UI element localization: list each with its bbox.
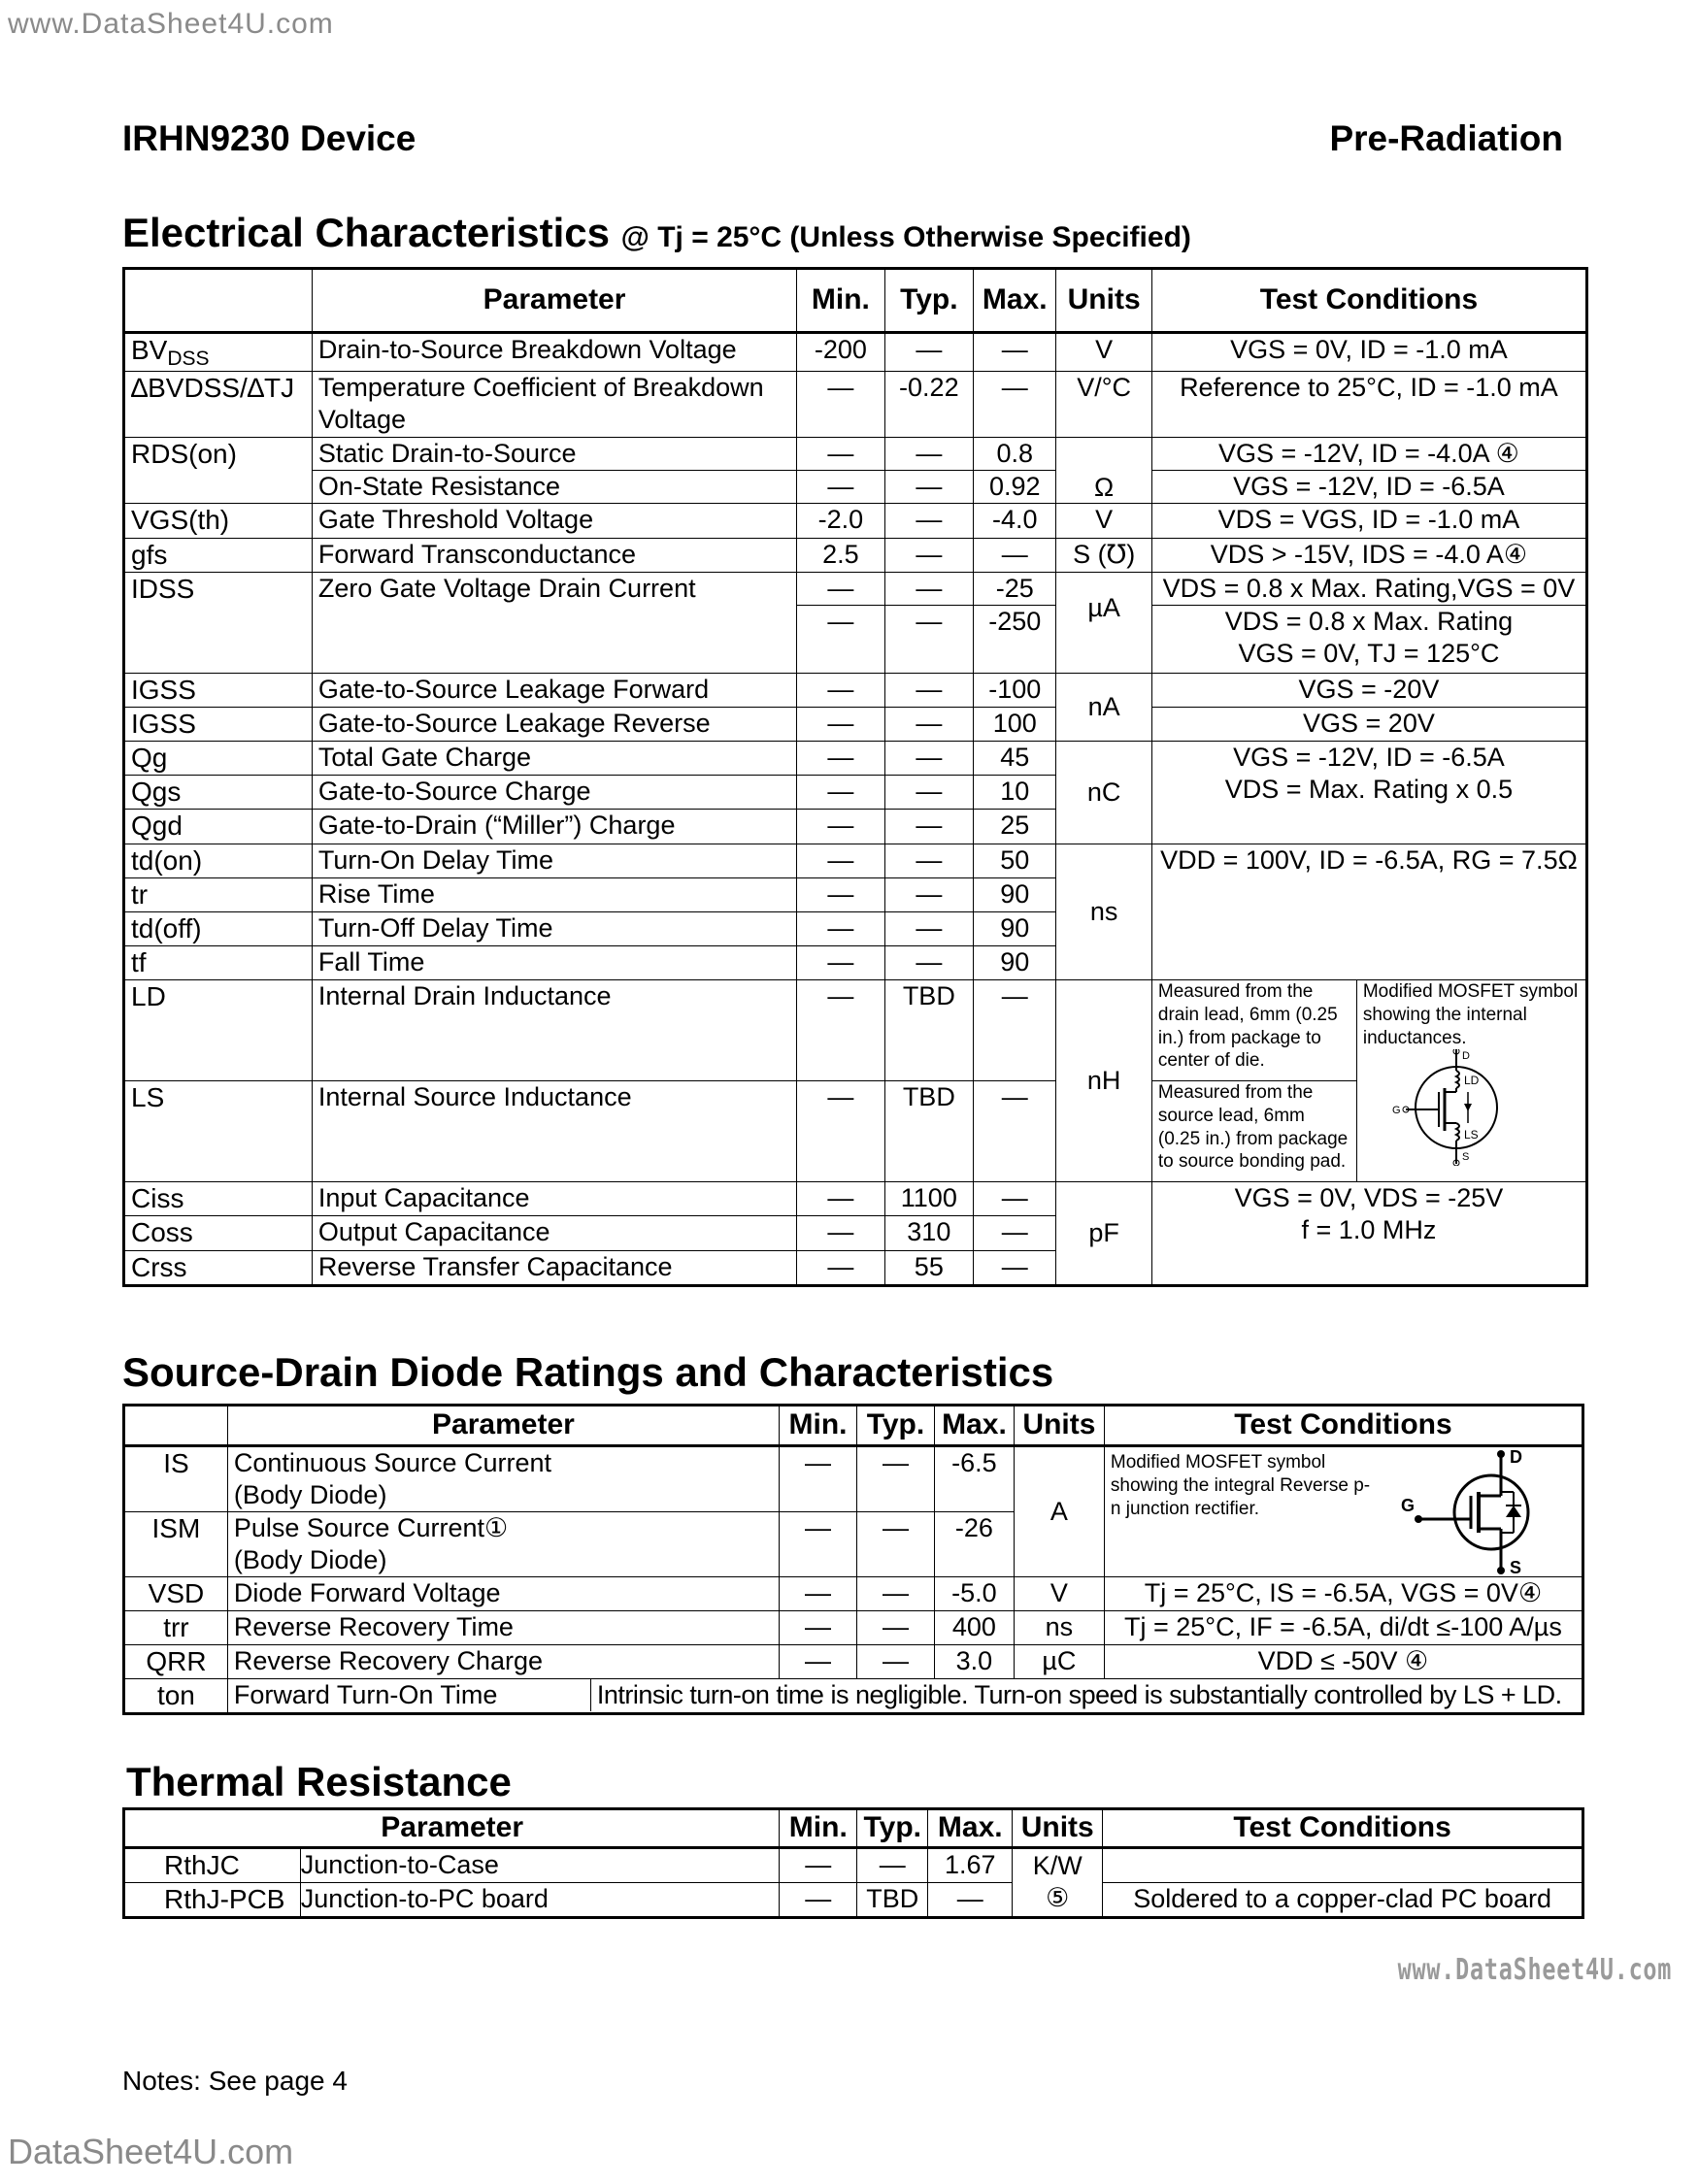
symbol-crss: Crss [124, 1250, 313, 1285]
param-rthjc: Junction-to-Case [300, 1847, 780, 1882]
terminal-g-label: G [1391, 1105, 1401, 1117]
min-value: — [797, 1216, 884, 1250]
notes: Notes: See page 4 [122, 2066, 348, 2096]
test-conditions: VDD ≤ -50V ④ [1104, 1645, 1582, 1679]
units-value: nC [1056, 742, 1151, 844]
units-value: ns [1014, 1610, 1104, 1644]
col-max: Max. [974, 269, 1056, 333]
test-conditions: VGS = 20V [1151, 707, 1586, 741]
symbol-ton: ton [124, 1679, 228, 1714]
param-qgd: Gate-to-Drain (“Miller”) Charge [312, 810, 796, 844]
table-row [124, 333, 1587, 372]
terminal-s-label: S [1510, 1558, 1522, 1575]
units-value: V [1014, 1576, 1104, 1610]
typ-value: — [884, 810, 973, 844]
min-value: — [797, 438, 884, 471]
param-vsd: Diode Forward Voltage [227, 1576, 779, 1610]
col-symbol [124, 269, 313, 333]
typ-value: 310 [884, 1216, 973, 1250]
typ-value: 55 [884, 1250, 973, 1285]
note-ref: ④ [1495, 439, 1519, 469]
note-ref: ① [483, 1512, 509, 1542]
units-value: V/°C [1056, 372, 1151, 438]
col-parameter: Parameter [312, 269, 796, 333]
param-tdoff: Turn-Off Delay Time [312, 911, 796, 945]
max-value: -6.5 [934, 1446, 1014, 1512]
test-conditions: Reference to 25°C, ID = -1.0 mA [1151, 372, 1586, 438]
typ-value: — [884, 673, 973, 707]
param-rds-2: On-State Resistance [312, 471, 796, 504]
typ-value: — [856, 1576, 934, 1610]
symbol-tcoef: ∆BVDSS/∆TJ [124, 372, 313, 438]
min-value: — [797, 605, 884, 673]
units-value: µC [1014, 1645, 1104, 1679]
table-row [124, 742, 1587, 776]
param-coss: Output Capacitance [312, 1216, 796, 1250]
col-test-conditions: Test Conditions [1103, 1809, 1583, 1848]
min-value: — [797, 372, 884, 438]
max-value: -4.0 [974, 504, 1056, 538]
test-conditions: VDS = 0.8 x Max. Rating,VGS = 0V [1151, 572, 1586, 605]
test-conditions: Measured from the source lead, 6mm (0.25 in.) from package to source bonding pad. [1151, 1081, 1356, 1182]
symbol-tf: tf [124, 946, 313, 980]
min-value: — [780, 1847, 857, 1882]
param-qrr: Reverse Recovery Charge [227, 1645, 779, 1679]
test-conditions: VGS = -12V, ID = -6.5A VDS = Max. Rating x 0.5 [1151, 742, 1586, 844]
symbol-rds-on: RDS(on) [124, 438, 313, 504]
table-row [124, 1847, 1583, 1882]
min-value: — [797, 1081, 884, 1182]
table-row [124, 1882, 1583, 1917]
units-value: K/W ⑤ [1013, 1847, 1103, 1917]
symbol-gfs: gfs [124, 538, 313, 572]
max-value: — [974, 538, 1056, 572]
typ-value: — [884, 776, 973, 810]
symbol-bvdss: $BV_{DSS}$ [124, 333, 313, 372]
units-value: S (℧) [1056, 538, 1151, 572]
symbol-ld: LD [124, 980, 313, 1081]
param-vgsth: Gate Threshold Voltage [312, 504, 796, 538]
symbol-ciss: Ciss [124, 1182, 313, 1216]
units-value: V [1056, 333, 1151, 372]
typ-value: — [884, 471, 973, 504]
param-bvdss: Drain-to-Source Breakdown Voltage [312, 333, 796, 372]
param-idss: Zero Gate Voltage Drain Current [312, 572, 796, 673]
typ-value: -0.22 [884, 372, 973, 438]
max-value: 1.67 [928, 1847, 1013, 1882]
col-min: Min. [780, 1809, 857, 1848]
ls-label: LS [1463, 1128, 1479, 1142]
param-ton-label: Forward Turn-On Time [228, 1679, 591, 1711]
max-value: — [974, 1081, 1056, 1182]
col-typ: Typ. [856, 1406, 934, 1446]
symbol-ls: LS [124, 1081, 313, 1182]
test-conditions: VDS = 0.8 x Max. Rating VGS = 0V, TJ = 125°C [1151, 605, 1586, 673]
test-conditions: VGS = 0V, VDS = -25V f = 1.0 MHz [1151, 1182, 1586, 1285]
param-rds-1: Static Drain-to-Source [312, 438, 796, 471]
watermark-bottom: DataSheet4U.com [8, 2132, 294, 2171]
max-value: 25 [974, 810, 1056, 844]
test-conditions: VDD = 100V, ID = -6.5A, RG = 7.5Ω [1151, 844, 1586, 980]
units-value: nA [1056, 673, 1151, 741]
param-ism: Pulse Source Current① (Body Diode) [227, 1511, 779, 1576]
test-conditions: VDS = VGS, ID = -1.0 mA [1151, 504, 1586, 538]
min-value: — [780, 1446, 857, 1512]
table-row [124, 538, 1587, 572]
col-min: Min. [797, 269, 884, 333]
symbol-qg: Qg [124, 742, 313, 776]
typ-value: TBD [857, 1882, 928, 1917]
max-value: — [974, 333, 1056, 372]
max-value: -100 [974, 673, 1056, 707]
max-value: -26 [934, 1511, 1014, 1576]
min-value: — [797, 572, 884, 605]
param-gfs: Forward Transconductance [312, 538, 796, 572]
typ-value: TBD [884, 980, 973, 1081]
col-units: Units [1056, 269, 1151, 333]
symbol-tr: tr [124, 877, 313, 911]
terminal-s-label: S [1461, 1151, 1470, 1164]
symbol-note: Modified MOSFET symbol showing the integral Reverse p-n junction rectifier. [1110, 1452, 1371, 1519]
min-value: — [797, 877, 884, 911]
symbol-ism: ISM [124, 1511, 228, 1576]
param-qgs: Gate-to-Source Charge [312, 776, 796, 810]
table-row [124, 1576, 1583, 1610]
test-conditions: VGS = -12V, ID = -6.5A [1151, 471, 1586, 504]
mosfet-diode-symbol-icon [1399, 1449, 1574, 1575]
param-ls: Internal Source Inductance [312, 1081, 796, 1182]
max-value: — [974, 980, 1056, 1081]
table-row [124, 1182, 1587, 1216]
col-min: Min. [780, 1406, 857, 1446]
table-row [124, 1610, 1583, 1644]
min-value: — [797, 980, 884, 1081]
min-value: — [780, 1576, 857, 1610]
typ-value: — [884, 538, 973, 572]
symbol-vgsth: VGS(th) [124, 504, 313, 538]
table-row [124, 1446, 1583, 1512]
units-value: V [1056, 504, 1151, 538]
max-value: 10 [974, 776, 1056, 810]
max-value: 90 [974, 911, 1056, 945]
typ-value: — [884, 504, 973, 538]
min-value: — [780, 1610, 857, 1644]
min-value: — [797, 742, 884, 776]
table-row [124, 1679, 1583, 1714]
param-ton [227, 1679, 1582, 1714]
test-conditions: VDS > -15V, IDS = -4.0 A④ [1151, 538, 1586, 572]
max-value: — [974, 1250, 1056, 1285]
max-value: -25 [974, 572, 1056, 605]
symbol-tdoff: td(off) [124, 911, 313, 945]
max-value: 90 [974, 877, 1056, 911]
param-tr: Rise Time [312, 877, 796, 911]
min-value: — [797, 911, 884, 945]
test-conditions: VGS = 0V, ID = -1.0 mA [1151, 333, 1586, 372]
table-row [124, 471, 1587, 504]
thermal-resistance-table [122, 1807, 1584, 1919]
test-conditions: VGS = -12V, ID = -4.0A ④ [1151, 438, 1586, 471]
ton-note: Intrinsic turn-on time is negligible. Turn-on speed is substantially controlled by LS + LD. [596, 1680, 1562, 1710]
min-value: — [797, 810, 884, 844]
section-label: Pre-Radiation [1329, 118, 1563, 158]
symbol-coss: Coss [124, 1216, 313, 1250]
terminal-g-label: G [1401, 1496, 1416, 1515]
col-typ: Typ. [857, 1809, 928, 1848]
max-value: 90 [974, 946, 1056, 980]
param-ld: Internal Drain Inductance [312, 980, 796, 1081]
min-value: — [797, 1250, 884, 1285]
max-value: — [974, 1182, 1056, 1216]
col-units: Units [1013, 1809, 1103, 1848]
min-value: — [780, 1511, 857, 1576]
col-max: Max. [928, 1809, 1013, 1848]
min-value: — [797, 673, 884, 707]
table-row [124, 1645, 1583, 1679]
test-conditions: Tj = 25°C, IF = -6.5A, di/dt ≤-100 A/µs [1104, 1610, 1582, 1644]
max-value: -250 [974, 605, 1056, 673]
symbol-is: IS [124, 1446, 228, 1512]
min-value: -2.0 [797, 504, 884, 538]
typ-value: — [884, 572, 973, 605]
param-igss-forward: Gate-to-Source Leakage Forward [312, 673, 796, 707]
param-qg: Total Gate Charge [312, 742, 796, 776]
table-row [124, 438, 1587, 471]
param-tf: Fall Time [312, 946, 796, 980]
min-value: — [797, 946, 884, 980]
max-value: 400 [934, 1610, 1014, 1644]
symbol-qgd: Qgd [124, 810, 313, 844]
param-is: Continuous Source Current (Body Diode) [227, 1446, 779, 1512]
electrical-characteristics-table [122, 267, 1588, 1287]
col-parameter: Parameter [227, 1406, 779, 1446]
table-row [124, 572, 1587, 605]
param-trr: Reverse Recovery Time [227, 1610, 779, 1644]
param-igss-reverse: Gate-to-Source Leakage Reverse [312, 707, 796, 741]
col-symbol [124, 1406, 228, 1446]
symbol-rthjc: RthJC [124, 1847, 301, 1882]
min-value: — [797, 707, 884, 741]
typ-value: — [884, 438, 973, 471]
min-value: — [780, 1882, 857, 1917]
min-value: — [780, 1645, 857, 1679]
watermark-middle: www.DataSheet4U.com [1397, 1953, 1672, 1987]
terminal-d-label: D [1510, 1449, 1522, 1467]
test-conditions: Measured from the drain lead, 6mm (0.25 in.) from package to center of die. [1151, 980, 1356, 1081]
max-value: 50 [974, 844, 1056, 877]
col-parameter: Parameter [124, 1809, 780, 1848]
typ-value: — [884, 877, 973, 911]
typ-value: — [857, 1847, 928, 1882]
units-value: nH [1056, 980, 1151, 1182]
max-value: — [974, 1216, 1056, 1250]
th-title: Thermal Resistance [126, 1759, 512, 1804]
units-value: pF [1056, 1182, 1151, 1285]
max-value: 3.0 [934, 1645, 1014, 1679]
typ-value: — [884, 844, 973, 877]
param-crss: Reverse Transfer Capacitance [312, 1250, 796, 1285]
device-title: IRHN9230 Device [122, 118, 416, 158]
symbol-trr: trr [124, 1610, 228, 1644]
typ-value: — [884, 707, 973, 741]
diode-symbol-cell [1104, 1446, 1582, 1577]
mosfet-inductance-symbol-cell [1356, 980, 1586, 1182]
typ-value: — [884, 333, 973, 372]
max-value: 45 [974, 742, 1056, 776]
param-tdon: Turn-On Delay Time [312, 844, 796, 877]
table-row [124, 707, 1587, 741]
typ-value: — [884, 911, 973, 945]
typ-value: 1100 [884, 1182, 973, 1216]
typ-value: — [856, 1446, 934, 1512]
symbol-igss-forward: IGSS [124, 673, 313, 707]
min-value: 2.5 [797, 538, 884, 572]
symbol-idss: IDSS [124, 572, 313, 673]
typ-value: — [884, 946, 973, 980]
ec-title: Electrical Characteristics @ Tj = 25°C (Unless Otherwise Specified) [122, 210, 1191, 255]
symbol-note: Modified MOSFET symbol showing the internal inductances. [1362, 981, 1579, 1048]
max-value: -5.0 [934, 1576, 1014, 1610]
min-value: — [797, 844, 884, 877]
max-value: 0.92 [974, 471, 1056, 504]
watermark-top: www.DataSheet4U.com [8, 8, 334, 40]
table-row [124, 673, 1587, 707]
source-drain-diode-table [122, 1404, 1584, 1715]
units-value: A [1014, 1446, 1104, 1577]
table-row [124, 372, 1587, 438]
col-test-conditions: Test Conditions [1151, 269, 1586, 333]
min-value: -200 [797, 333, 884, 372]
col-typ: Typ. [884, 269, 973, 333]
ec-subtitle: @ Tj = 25°C (Unless Otherwise Specified) [620, 221, 1191, 253]
mosfet-inductance-symbol-icon [1363, 1049, 1557, 1166]
typ-value: — [856, 1645, 934, 1679]
typ-value: — [856, 1511, 934, 1576]
test-conditions [1103, 1847, 1583, 1882]
col-max: Max. [934, 1406, 1014, 1446]
min-value: — [797, 776, 884, 810]
test-conditions: Soldered to a copper-clad PC board [1103, 1882, 1583, 1917]
max-value: 0.8 [974, 438, 1056, 471]
min-value: — [797, 1182, 884, 1216]
typ-value: — [856, 1610, 934, 1644]
min-value: — [797, 471, 884, 504]
symbol-igss-reverse: IGSS [124, 707, 313, 741]
terminal-d-label: D [1461, 1050, 1470, 1063]
table-row [124, 844, 1587, 877]
col-test-conditions: Test Conditions [1104, 1406, 1582, 1446]
param-rthj-pcb: Junction-to-PC board [300, 1882, 780, 1917]
max-value: — [974, 372, 1056, 438]
param-tcoef: Temperature Coefficient of Breakdown Voltage [312, 372, 796, 438]
units-value: ns [1056, 844, 1151, 980]
units-value: Ω [1056, 438, 1151, 504]
symbol-qgs: Qgs [124, 776, 313, 810]
symbol-vsd: VSD [124, 1576, 228, 1610]
test-conditions: VGS = -20V [1151, 673, 1586, 707]
test-conditions: Tj = 25°C, IS = -6.5A, VGS = 0V④ [1104, 1576, 1582, 1610]
typ-value: TBD [884, 1081, 973, 1182]
table-row [124, 504, 1587, 538]
table-row [124, 980, 1587, 1081]
typ-value: — [884, 605, 973, 673]
ld-label: LD [1463, 1074, 1480, 1088]
symbol-rthj-pcb: RthJ-PCB [124, 1882, 301, 1917]
symbol-tdon: td(on) [124, 844, 313, 877]
col-units: Units [1014, 1406, 1104, 1446]
sd-title: Source-Drain Diode Ratings and Characteristics [122, 1349, 1054, 1395]
symbol-qrr: QRR [124, 1645, 228, 1679]
max-value: — [928, 1882, 1013, 1917]
typ-value: — [884, 742, 973, 776]
param-ciss: Input Capacitance [312, 1182, 796, 1216]
units-value: µA [1056, 572, 1151, 673]
max-value: 100 [974, 707, 1056, 741]
